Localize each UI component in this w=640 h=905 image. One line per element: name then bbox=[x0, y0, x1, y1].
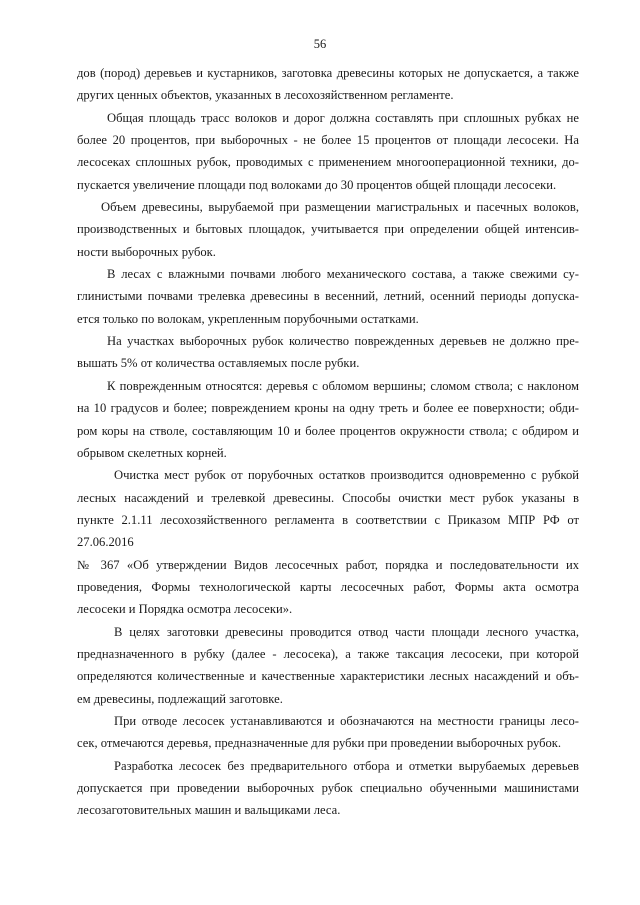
text-line: Общая площадь трасс волоков и дорог должна составлять при сплошных рубках не bbox=[107, 110, 579, 125]
text-line: вышать 5% от количества оставляемых после рубки. bbox=[77, 356, 360, 371]
text-line: ем древесины, подлежащий заготовке. bbox=[77, 691, 283, 706]
document-body bbox=[77, 62, 579, 822]
text-line: дов (пород) деревьев и кустарников, заготовка древесины которых не допускается, а также bbox=[77, 66, 579, 80]
text-line: К поврежденным относятся: деревья с обломом вершины; сломом ствола; с наклоном bbox=[107, 378, 579, 393]
text-line: На участках выборочных рубок количество поврежденных деревьев не должно пре- bbox=[107, 334, 579, 349]
paragraph bbox=[77, 62, 579, 107]
text-line: В целях заготовки древесины проводится отвод части площади лесного участка, bbox=[114, 624, 579, 639]
text-line: других ценных объектов, указанных в лесохозяйственном регламенте. bbox=[77, 88, 454, 103]
text-line: определяются количественные и качественные характеристики лесных насаждений и объ- bbox=[77, 669, 579, 684]
text-line: 27.06.2016 bbox=[77, 535, 134, 550]
paragraph bbox=[77, 755, 579, 822]
text-line: ется только по волокам, укрепленным порубочными остатками. bbox=[77, 311, 419, 326]
text-line: ром коры на стволе, составляющим 10 и более процентов окружности ствола; с обдиром и bbox=[77, 423, 579, 438]
text-line: Очистка мест рубок от порубочных остатков производится одновременно с рубкой bbox=[114, 468, 579, 483]
paragraph bbox=[77, 107, 579, 196]
paragraph bbox=[77, 196, 579, 263]
text-line: на 10 градусов и более; повреждением кроны на одну треть и более ее поверхности; обди- bbox=[77, 401, 579, 416]
paragraph bbox=[77, 263, 579, 330]
text-line: лесных насаждений и трелевкой древесины. Способы очистки мест рубок указаны в bbox=[77, 490, 579, 505]
text-line: сек, отмечаются деревья, предназначенные для рубки при проведении выборочных рубок. bbox=[77, 736, 562, 751]
paragraph bbox=[77, 330, 579, 375]
paragraph bbox=[77, 621, 579, 710]
text-line: Объем древесины, вырубаемой при размещении магистральных и пасечных волоков, bbox=[101, 200, 579, 215]
text-line: пускается увеличение площади под волоками до 30 процентов общей площади лесосеки. bbox=[77, 177, 557, 192]
text-line: глинистыми почвами трелевка древесины в весенний, летний, осенний периоды допуска- bbox=[77, 289, 579, 304]
text-line: производственных и бытовых площадок, учитывается при определении общей интенсив- bbox=[77, 222, 579, 237]
page-number: 56 bbox=[313, 37, 327, 51]
text-line: лесосеках сплошных рубок, проводимых с применением многооперационной техники, до- bbox=[77, 155, 579, 170]
text-line: проведения, Формы технологической карты лесосечных работ, Формы акта осмотра bbox=[77, 579, 579, 594]
paragraph bbox=[77, 464, 579, 620]
text-line: лесосеки и Порядка осмотра лесосеки». bbox=[77, 602, 293, 617]
text-line: ности выборочных рубок. bbox=[77, 244, 216, 259]
text-line: допускается при проведении выборочных рубок специально обученными машинистами bbox=[77, 781, 579, 795]
text-line: лесозаготовительных машин и вальщиками леса. bbox=[77, 803, 341, 818]
text-line: Разработка лесосек без предварительного отбора и отметки вырубаемых деревьев bbox=[114, 758, 579, 773]
text-line: При отводе лесосек устанавливаются и обозначаются на местности границы лесо- bbox=[114, 713, 579, 728]
text-line: обрывом скелетных корней. bbox=[77, 445, 227, 460]
text-line: № 367 «Об утверждении Видов лесосечных работ, порядка и последовательности их bbox=[77, 557, 579, 572]
text-line: В лесах с влажными почвами любого механического состава, а также свежими су- bbox=[107, 267, 579, 282]
paragraph bbox=[77, 375, 579, 464]
text-line: предназначенного в рубку (далее - лесосека), а также таксация лесосеки, при которой bbox=[77, 646, 579, 661]
paragraph bbox=[77, 710, 579, 755]
text-line: более 20 процентов, при выборочных - не более 15 процентов от площади лесосеки. На bbox=[77, 133, 579, 148]
text-line: пункте 2.1.11 лесохозяйственного регламента в соответствии с Приказом МПР РФ от bbox=[77, 512, 579, 527]
